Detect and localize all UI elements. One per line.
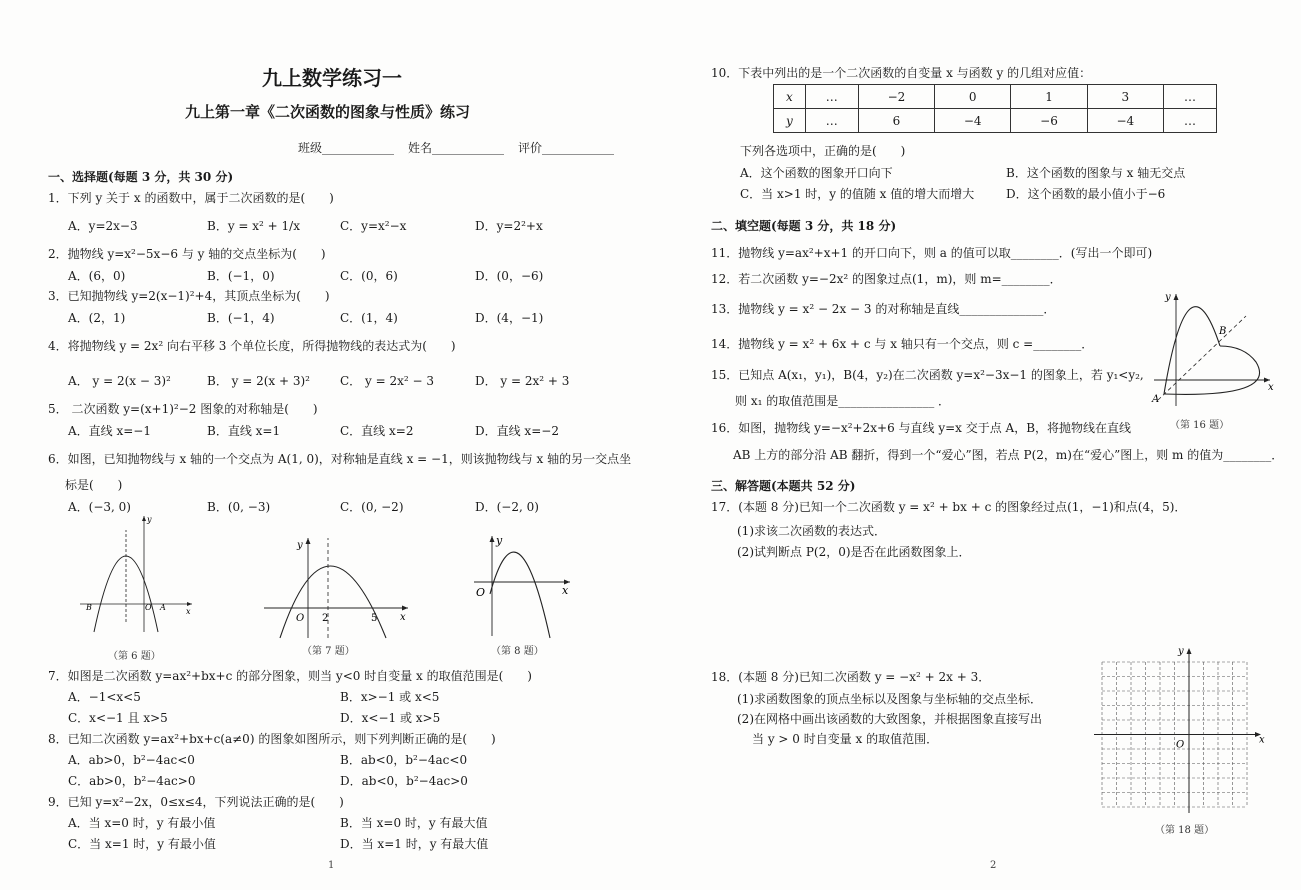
q9-option-b: B．当 x=0 时，y 有最大值: [340, 816, 488, 830]
q16-line1: 16．如图，抛物线 y=−x²+2x+6 与直线 y=x 交于点 A，B，将抛物线在直线: [711, 421, 1132, 435]
q5-stem: 5． 二次函数 y=(x+1)²−2 图象的对称轴是( ): [48, 402, 318, 416]
fig6-label-O: O: [145, 603, 152, 612]
fig6-label-x: x: [186, 607, 191, 616]
fig18-caption: （第 18 题）: [1155, 825, 1215, 836]
section1-heading: 一、选择题(每题 3 分，共 30 分): [48, 170, 234, 184]
page-number-1: 1: [328, 860, 335, 871]
q5-option-a: A．直线 x=−1: [68, 424, 151, 438]
fig16-label-A: A: [1152, 394, 1160, 405]
fig18-y-arrow: [1187, 648, 1192, 654]
fig16-label-x: x: [1268, 382, 1274, 393]
q3-stem: 3．已知抛物线 y=2(x−1)²+4，其顶点坐标为( ): [48, 289, 330, 303]
table-cell: x: [774, 85, 806, 109]
q7-option-d: D．x<−1 或 x>5: [340, 711, 441, 725]
figure-7: [264, 534, 414, 640]
q17-part1: (1)求该二次函数的表达式．: [737, 524, 886, 538]
table-cell: −4: [1087, 109, 1163, 133]
q18-part1: (1)求函数图象的顶点坐标以及图象与坐标轴的交点坐标．: [737, 692, 1043, 706]
q7-option-a: A．−1<x<5: [68, 690, 141, 704]
q3-option-d: D．(4，−1): [475, 311, 544, 325]
table-cell: −4: [935, 109, 1011, 133]
q6-option-c: C．(0, −2): [340, 500, 404, 514]
page-title: 九上数学练习一: [262, 66, 402, 90]
q1-option-a: A．y=2x−3: [68, 219, 138, 233]
q16-line2: AB 上方的部分沿 AB 翻折，得到一个“爱心”图，若点 P(2，m)在“爱心”图上，则 m 的值为________．: [733, 448, 1284, 462]
fig6-caption: （第 6 题）: [108, 651, 161, 662]
q1-stem: 1．下列 y 关于 x 的函数中，属于二次函数的是( ): [48, 191, 334, 205]
q18-part2: (2)在网格中画出该函数的大致图象，并根据图象直接写出: [737, 712, 1043, 726]
fig6-label-B: B: [86, 603, 92, 612]
figure-8: [472, 532, 577, 638]
table-cell: y: [774, 109, 806, 133]
fig7-parabola: [280, 566, 386, 638]
q10-value-table: [773, 84, 1217, 133]
name-field-label: 姓名____________: [408, 141, 505, 155]
q6-option-b: B．(0, −3): [207, 500, 271, 514]
fig16-label-B: B: [1219, 326, 1227, 337]
q4-stem: 4．将抛物线 y = 2x² 向右平移 3 个单位长度，所得抛物线的表达式为( ): [48, 339, 456, 353]
q1-option-b: B．y = x² + 1/x: [207, 219, 300, 233]
fig7-label-5: 5: [371, 613, 378, 624]
class-field-label: 班级____________: [298, 141, 395, 155]
q8-stem: 8．已知二次函数 y=ax²+bx+c(a≠0) 的图象如图所示，则下列判断正确的是( ): [48, 732, 496, 746]
q5-option-d: D．直线 x=−2: [475, 424, 559, 438]
fig16-folded-curve: [1164, 346, 1260, 394]
table-cell: −6: [1011, 109, 1087, 133]
q10-stem: 10．下表中列出的是一个二次函数的自变量 x 与函数 y 的几组对应值：: [711, 66, 1092, 80]
q15-line1: 15．已知点 A(x₁，y₁)，B(4，y₂)在二次函数 y=x²−3x−1 的图象上，若 y₁<y₂,: [711, 368, 1144, 382]
q6-stem: 6．如图，已知抛物线与 x 轴的一个交点为 A(1, 0)，对称轴是直线 x = −1，则该抛物线与 x 轴的另一交点坐: [48, 452, 632, 466]
q2-option-c: C．(0，6): [340, 269, 398, 283]
fig7-label-x: x: [400, 612, 406, 623]
figure-16: [1148, 288, 1278, 408]
q17-part2: (2)试判断点 P(2，0)是否在此函数图象上．: [737, 545, 971, 559]
fig6-label-y: y: [147, 515, 152, 524]
q6-option-a: A．(−3, 0): [68, 500, 131, 514]
fig8-caption: （第 8 题）: [491, 646, 544, 657]
section2-heading: 二、填空题(每题 3 分，共 18 分): [711, 219, 897, 233]
q9-option-a: A．当 x=0 时，y 有最小值: [68, 816, 216, 830]
q1-option-c: C．y=x²−x: [340, 219, 407, 233]
fig7-label-2: 2: [322, 613, 329, 624]
q10-option-b: B．这个函数的图象与 x 轴无交点: [1006, 166, 1186, 180]
figure-18-grid: [1090, 642, 1265, 814]
q5-option-b: B．直线 x=1: [207, 424, 281, 438]
q18: 18．(本题 8 分)已知二次函数 y = −x² + 2x + 3．: [711, 670, 991, 684]
table-cell: …: [1163, 109, 1216, 133]
table-row-y: [774, 109, 1217, 133]
fig16-label-y: y: [1165, 292, 1171, 303]
fig6-label-A: A: [160, 603, 166, 612]
fig8-label-y: y: [496, 534, 503, 547]
q9-stem: 9．已知 y=x²−2x，0≤x≤4，下列说法正确的是( ): [48, 795, 344, 809]
figure-6: [80, 512, 200, 632]
fig8-parabola: [490, 552, 550, 638]
q14: 14．抛物线 y = x² + 6x + c 与 x 轴只有一个交点，则 c =________．: [711, 337, 1094, 351]
eval-field-label: 评价____________: [518, 141, 615, 155]
q4-option-d: D． y = 2x² + 3: [475, 374, 570, 388]
q4-option-b: B． y = 2(x + 3)²: [207, 374, 310, 388]
q2-stem: 2．抛物线 y=x²−5x−6 与 y 轴的交点坐标为( ): [48, 247, 326, 261]
q11: 11．抛物线 y=ax²+x+1 的开口向下，则 a 的值可以取________．(写出一个即可): [711, 246, 1153, 260]
q2-option-b: B．(−1，0): [207, 269, 275, 283]
q12: 12．若二次函数 y=−2x² 的图象过点(1，m)，则 m=________．: [711, 272, 1062, 286]
fig18-label-O: O: [1176, 739, 1185, 751]
fig16-parabola: [1164, 307, 1220, 394]
q9-option-d: D．当 x=1 时，y 有最大值: [340, 837, 489, 851]
page-number-2: 2: [990, 860, 997, 871]
table-cell: …: [1163, 85, 1216, 109]
q8-option-d: D．ab<0，b²−4ac>0: [340, 774, 468, 788]
q3-option-c: C．(1，4): [340, 311, 398, 325]
fig18-label-y: y: [1178, 646, 1184, 657]
q8-option-b: B．ab<0，b²−4ac<0: [340, 753, 468, 767]
fig16-caption: （第 16 题）: [1170, 420, 1230, 431]
q1-option-d: D．y=2²+x: [475, 219, 543, 233]
q6-stem-cont: 标是( ): [65, 478, 123, 492]
section3-heading: 三、解答题(本题共 52 分): [711, 479, 856, 493]
q8-option-a: A．ab>0，b²−4ac<0: [68, 753, 195, 767]
table-cell: 6: [858, 109, 934, 133]
q9-option-c: C．当 x=1 时，y 有最小值: [68, 837, 216, 851]
q15-line2: 则 x₁ 的取值范围是________________ ．: [735, 394, 951, 408]
table-cell: 3: [1087, 85, 1163, 109]
q10-option-a: A．这个函数的图象开口向下: [740, 166, 893, 180]
table-cell: 0: [935, 85, 1011, 109]
q17: 17．(本题 8 分)已知一个二次函数 y = x² + bx + c 的图象经过点(1，−1)和点(4，5)．: [711, 500, 1187, 514]
q18-part3: 当 y > 0 时自变量 x 的取值范围．: [752, 732, 939, 746]
q7-stem: 7．如图是二次函数 y=ax²+bx+c 的部分图象，则当 y<0 时自变量 x 的取值范围是( ): [48, 669, 532, 683]
q4-option-a: A． y = 2(x − 3)²: [68, 374, 171, 388]
table-cell: 1: [1011, 85, 1087, 109]
q2-option-a: A．(6，0): [68, 269, 126, 283]
table-cell: −2: [858, 85, 934, 109]
fig8-label-O: O: [476, 586, 486, 599]
fig18-label-x: x: [1259, 734, 1265, 746]
q4-option-c: C． y = 2x² − 3: [340, 374, 434, 388]
q6-option-d: D．(−2, 0): [475, 500, 539, 514]
table-cell: …: [805, 109, 858, 133]
page-subtitle: 九上第一章《二次函数的图象与性质》练习: [185, 103, 471, 121]
fig7-label-y: y: [297, 540, 303, 551]
fig7-caption: （第 7 题）: [302, 646, 355, 657]
table-cell: …: [805, 85, 858, 109]
fig8-label-x: x: [562, 584, 569, 597]
q7-option-c: C．x<−1 且 x>5: [68, 711, 168, 725]
q10-prompt: 下列各选项中，正确的是( ): [740, 144, 906, 158]
q5-option-c: C．直线 x=2: [340, 424, 414, 438]
table-row-x: [774, 85, 1217, 109]
q2-option-d: D．(0，−6): [475, 269, 544, 283]
q8-option-c: C．ab>0，b²−4ac>0: [68, 774, 196, 788]
q3-option-b: B．(−1，4): [207, 311, 275, 325]
q3-option-a: A．(2，1): [68, 311, 126, 325]
fig7-label-O: O: [296, 613, 305, 624]
q7-option-b: B．x>−1 或 x<5: [340, 690, 440, 704]
q10-option-d: D．这个函数的最小值小于−6: [1006, 187, 1166, 201]
q13: 13．抛物线 y = x² − 2x − 3 的对称轴是直线______________．: [711, 302, 1056, 316]
q10-option-c: C．当 x>1 时，y 的值随 x 值的增大而增大: [740, 187, 975, 201]
